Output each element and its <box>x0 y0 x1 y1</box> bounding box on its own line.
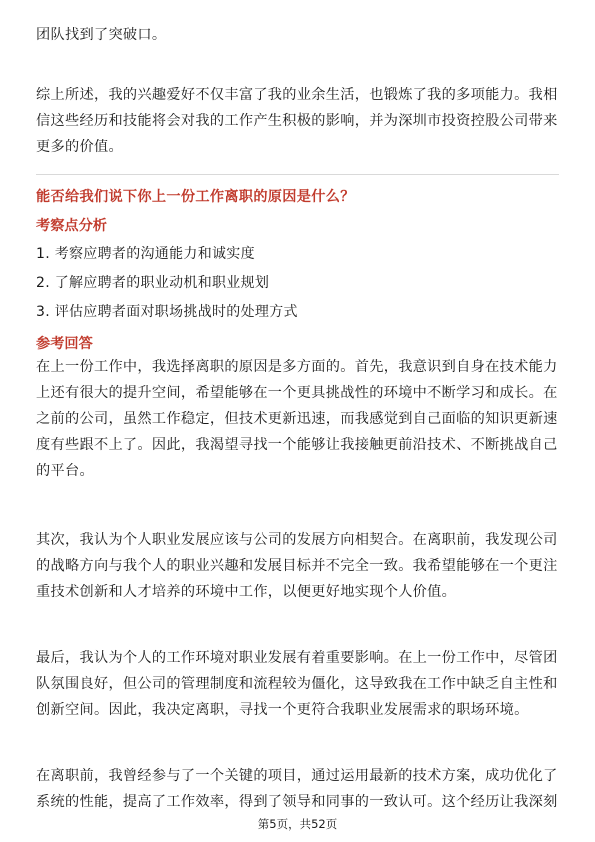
question-heading: 能否给我们说下你上一份工作离职的原因是什么？ <box>36 189 355 205</box>
answer-text: 最后，我认为个人的工作环境对职业发展有着重要影响。在上一份工作中，尽管团队氛围良好，但公司的管理制度和流程较为僵化，这导致我在工作中缺乏自主性和创新空间。因此，我决定离职，寻找一个更符合我职业发展需求的职场环境。 <box>36 650 558 718</box>
answer-paragraph <box>36 354 559 484</box>
analysis-item: 1. 考察应聘者的沟通能力和诚实度 <box>36 246 255 262</box>
answer-title: 参考回答 <box>36 336 93 352</box>
intro-line <box>36 22 559 48</box>
answer-text: 在上一份工作中，我选择离职的原因是多方面的。首先，我意识到自身在技术能力上还有很大的提升空间，希望能够在一个更具挑战性的环境中不断学习和成长。在之前的公司，虽然工作稳定，但技术更新迅速，而我感觉到自己面临的知识更新速度有些跟不上了。因此，我渴望寻找一个能够让我接触更前沿技术、不断挑战自己的平台。 <box>36 359 558 479</box>
analysis-title: 考察点分析 <box>36 218 107 234</box>
intro-text: 团队找到了突破口。 <box>36 27 167 43</box>
answer-paragraph <box>36 527 559 605</box>
answer-text: 在离职前，我曾经参与了一个关键的项目，通过运用最新的技术方案，成功优化了系统的性能，提高了工作效率，得到了领导和同事的一致认可。这个经历让我深刻 <box>36 768 558 810</box>
summary-paragraph <box>36 82 559 160</box>
page-footer: 第5页，共52页 <box>257 817 338 831</box>
answer-text: 其次，我认为个人职业发展应该与公司的发展方向相契合。在离职前，我发现公司的战略方向与我个人的职业兴趣和发展目标并不完全一致。我希望能够在一个更注重技术创新和人才培养的环境中工作，以便更好地实现个人价值。 <box>36 532 558 600</box>
section-divider <box>36 174 559 175</box>
analysis-item: 3. 评估应聘者面对职场挑战时的处理方式 <box>36 304 298 320</box>
answer-paragraph <box>36 763 559 815</box>
analysis-item: 2. 了解应聘者的职业动机和职业规划 <box>36 275 270 291</box>
summary-text: 综上所述，我的兴趣爱好不仅丰富了我的业余生活，也锻炼了我的多项能力。我相信这些经历和技能将会对我的工作产生积极的影响，并为深圳市投资控股公司带来更多的价值。 <box>36 87 558 155</box>
answer-paragraph <box>36 645 559 723</box>
